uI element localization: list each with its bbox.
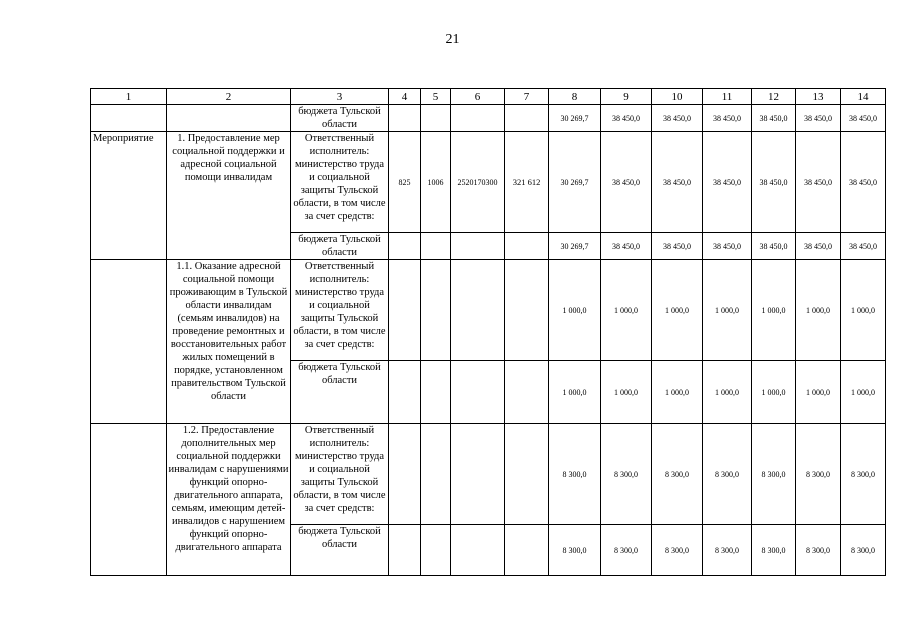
value-cell: 8 300,0: [601, 424, 652, 525]
measure-name: 1.2. Предоставление дополнительных мер социальной поддержки инвалидам с нарушениями функций опорно-двигательного аппарата, семьям, имеющим детей-инвалидов с нарушением функций опорно-двигательного аппарата: [167, 424, 291, 576]
measure-name: 1.1. Оказание адресной социальной помощи проживающим в Тульской области инвалидам (семьям инвалидов) на проведение ремонтных и восстановительных работ жилых помещений в порядке, установленном правительством Тульской области: [167, 260, 291, 424]
value-cell: 1 000,0: [652, 361, 703, 424]
value-cell: 1 000,0: [703, 361, 752, 424]
value-cell: 8 300,0: [703, 525, 752, 576]
table-cell: [505, 424, 549, 525]
column-header: 4: [389, 89, 421, 105]
value-cell: 8 300,0: [752, 424, 796, 525]
table-cell: [389, 525, 421, 576]
value-cell: 30 269,7: [549, 233, 601, 260]
value-cell: 8 300,0: [652, 424, 703, 525]
table-cell: [505, 105, 549, 132]
table-row: [91, 424, 886, 525]
code-cell: 321 612: [505, 132, 549, 233]
value-cell: 1 000,0: [796, 361, 841, 424]
table-cell: [389, 424, 421, 525]
table-cell: [451, 361, 505, 424]
column-header: 7: [505, 89, 549, 105]
value-cell: 38 450,0: [752, 105, 796, 132]
funding-source: бюджета Тульской области: [291, 233, 389, 260]
table-cell: [451, 424, 505, 525]
table-cell: [505, 525, 549, 576]
value-cell: 1 000,0: [752, 260, 796, 361]
column-header: 13: [796, 89, 841, 105]
value-cell: 8 300,0: [601, 525, 652, 576]
table-cell: [91, 105, 167, 132]
table-row: [91, 132, 886, 233]
table-cell: [451, 525, 505, 576]
value-cell: 30 269,7: [549, 105, 601, 132]
table-cell: [451, 105, 505, 132]
funding-source: бюджета Тульской области: [291, 525, 389, 576]
value-cell: 38 450,0: [703, 105, 752, 132]
value-cell: 38 450,0: [841, 132, 886, 233]
table-cell: [505, 233, 549, 260]
value-cell: 1 000,0: [841, 260, 886, 361]
value-cell: 38 450,0: [652, 132, 703, 233]
value-cell: 1 000,0: [652, 260, 703, 361]
value-cell: 38 450,0: [601, 105, 652, 132]
table-cell: [421, 105, 451, 132]
value-cell: 8 300,0: [549, 424, 601, 525]
value-cell: 8 300,0: [549, 525, 601, 576]
table-cell: [389, 260, 421, 361]
table-cell: [389, 233, 421, 260]
column-header: 10: [652, 89, 703, 105]
code-cell: 1006: [421, 132, 451, 233]
table-cell: [421, 260, 451, 361]
value-cell: 38 450,0: [652, 233, 703, 260]
column-header: 5: [421, 89, 451, 105]
executor: Ответственный исполнитель: министерство труда и социальной защиты Тульской области, в том числе за счет средств:: [291, 424, 389, 525]
value-cell: 30 269,7: [549, 132, 601, 233]
value-cell: 38 450,0: [652, 105, 703, 132]
value-cell: 38 450,0: [703, 233, 752, 260]
table-cell: [421, 525, 451, 576]
column-header: 14: [841, 89, 886, 105]
column-header: 9: [601, 89, 652, 105]
executor: Ответственный исполнитель: министерство труда и социальной защиты Тульской области, в том числе за счет средств:: [291, 260, 389, 361]
value-cell: 38 450,0: [752, 132, 796, 233]
value-cell: 1 000,0: [601, 361, 652, 424]
value-cell: 8 300,0: [752, 525, 796, 576]
code-cell: 825: [389, 132, 421, 233]
table-cell: [91, 260, 167, 424]
column-header: 6: [451, 89, 505, 105]
column-header: 12: [752, 89, 796, 105]
table-cell: [421, 233, 451, 260]
column-header: 11: [703, 89, 752, 105]
funding-source: бюджета Тульской области: [291, 361, 389, 424]
value-cell: 8 300,0: [841, 424, 886, 525]
program-table: [90, 88, 886, 576]
table-cell: [91, 424, 167, 576]
value-cell: 1 000,0: [752, 361, 796, 424]
value-cell: 1 000,0: [703, 260, 752, 361]
column-header: 3: [291, 89, 389, 105]
page-number: 21: [445, 32, 460, 47]
header-row: [91, 89, 886, 105]
value-cell: 8 300,0: [796, 424, 841, 525]
table-cell: [421, 424, 451, 525]
table-cell: [451, 260, 505, 361]
table-row: [91, 105, 886, 132]
row-type: Мероприятие: [91, 132, 167, 260]
measure-name: 1. Предоставление мер социальной поддержки и адресной социальной помощи инвалидам: [167, 132, 291, 260]
value-cell: 38 450,0: [841, 105, 886, 132]
value-cell: 1 000,0: [601, 260, 652, 361]
table-cell: [505, 260, 549, 361]
value-cell: 38 450,0: [796, 233, 841, 260]
table-row: [91, 260, 886, 361]
value-cell: 8 300,0: [796, 525, 841, 576]
value-cell: 38 450,0: [796, 105, 841, 132]
table-cell: [505, 361, 549, 424]
column-header: 2: [167, 89, 291, 105]
value-cell: 38 450,0: [796, 132, 841, 233]
column-header: 1: [91, 89, 167, 105]
value-cell: 8 300,0: [841, 525, 886, 576]
value-cell: 38 450,0: [841, 233, 886, 260]
funding-source: бюджета Тульской области: [291, 105, 389, 132]
value-cell: 38 450,0: [752, 233, 796, 260]
value-cell: 1 000,0: [841, 361, 886, 424]
value-cell: 1 000,0: [549, 361, 601, 424]
value-cell: 8 300,0: [652, 525, 703, 576]
table-cell: [389, 361, 421, 424]
value-cell: 1 000,0: [549, 260, 601, 361]
executor: Ответственный исполнитель: министерство труда и социальной защиты Тульской области, в том числе за счет средств:: [291, 132, 389, 233]
table-cell: [167, 105, 291, 132]
table-cell: [421, 361, 451, 424]
code-cell: 2520170300: [451, 132, 505, 233]
value-cell: 8 300,0: [703, 424, 752, 525]
column-header: 8: [549, 89, 601, 105]
value-cell: 38 450,0: [601, 132, 652, 233]
value-cell: 38 450,0: [703, 132, 752, 233]
value-cell: 1 000,0: [796, 260, 841, 361]
table-cell: [389, 105, 421, 132]
table-cell: [451, 233, 505, 260]
value-cell: 38 450,0: [601, 233, 652, 260]
